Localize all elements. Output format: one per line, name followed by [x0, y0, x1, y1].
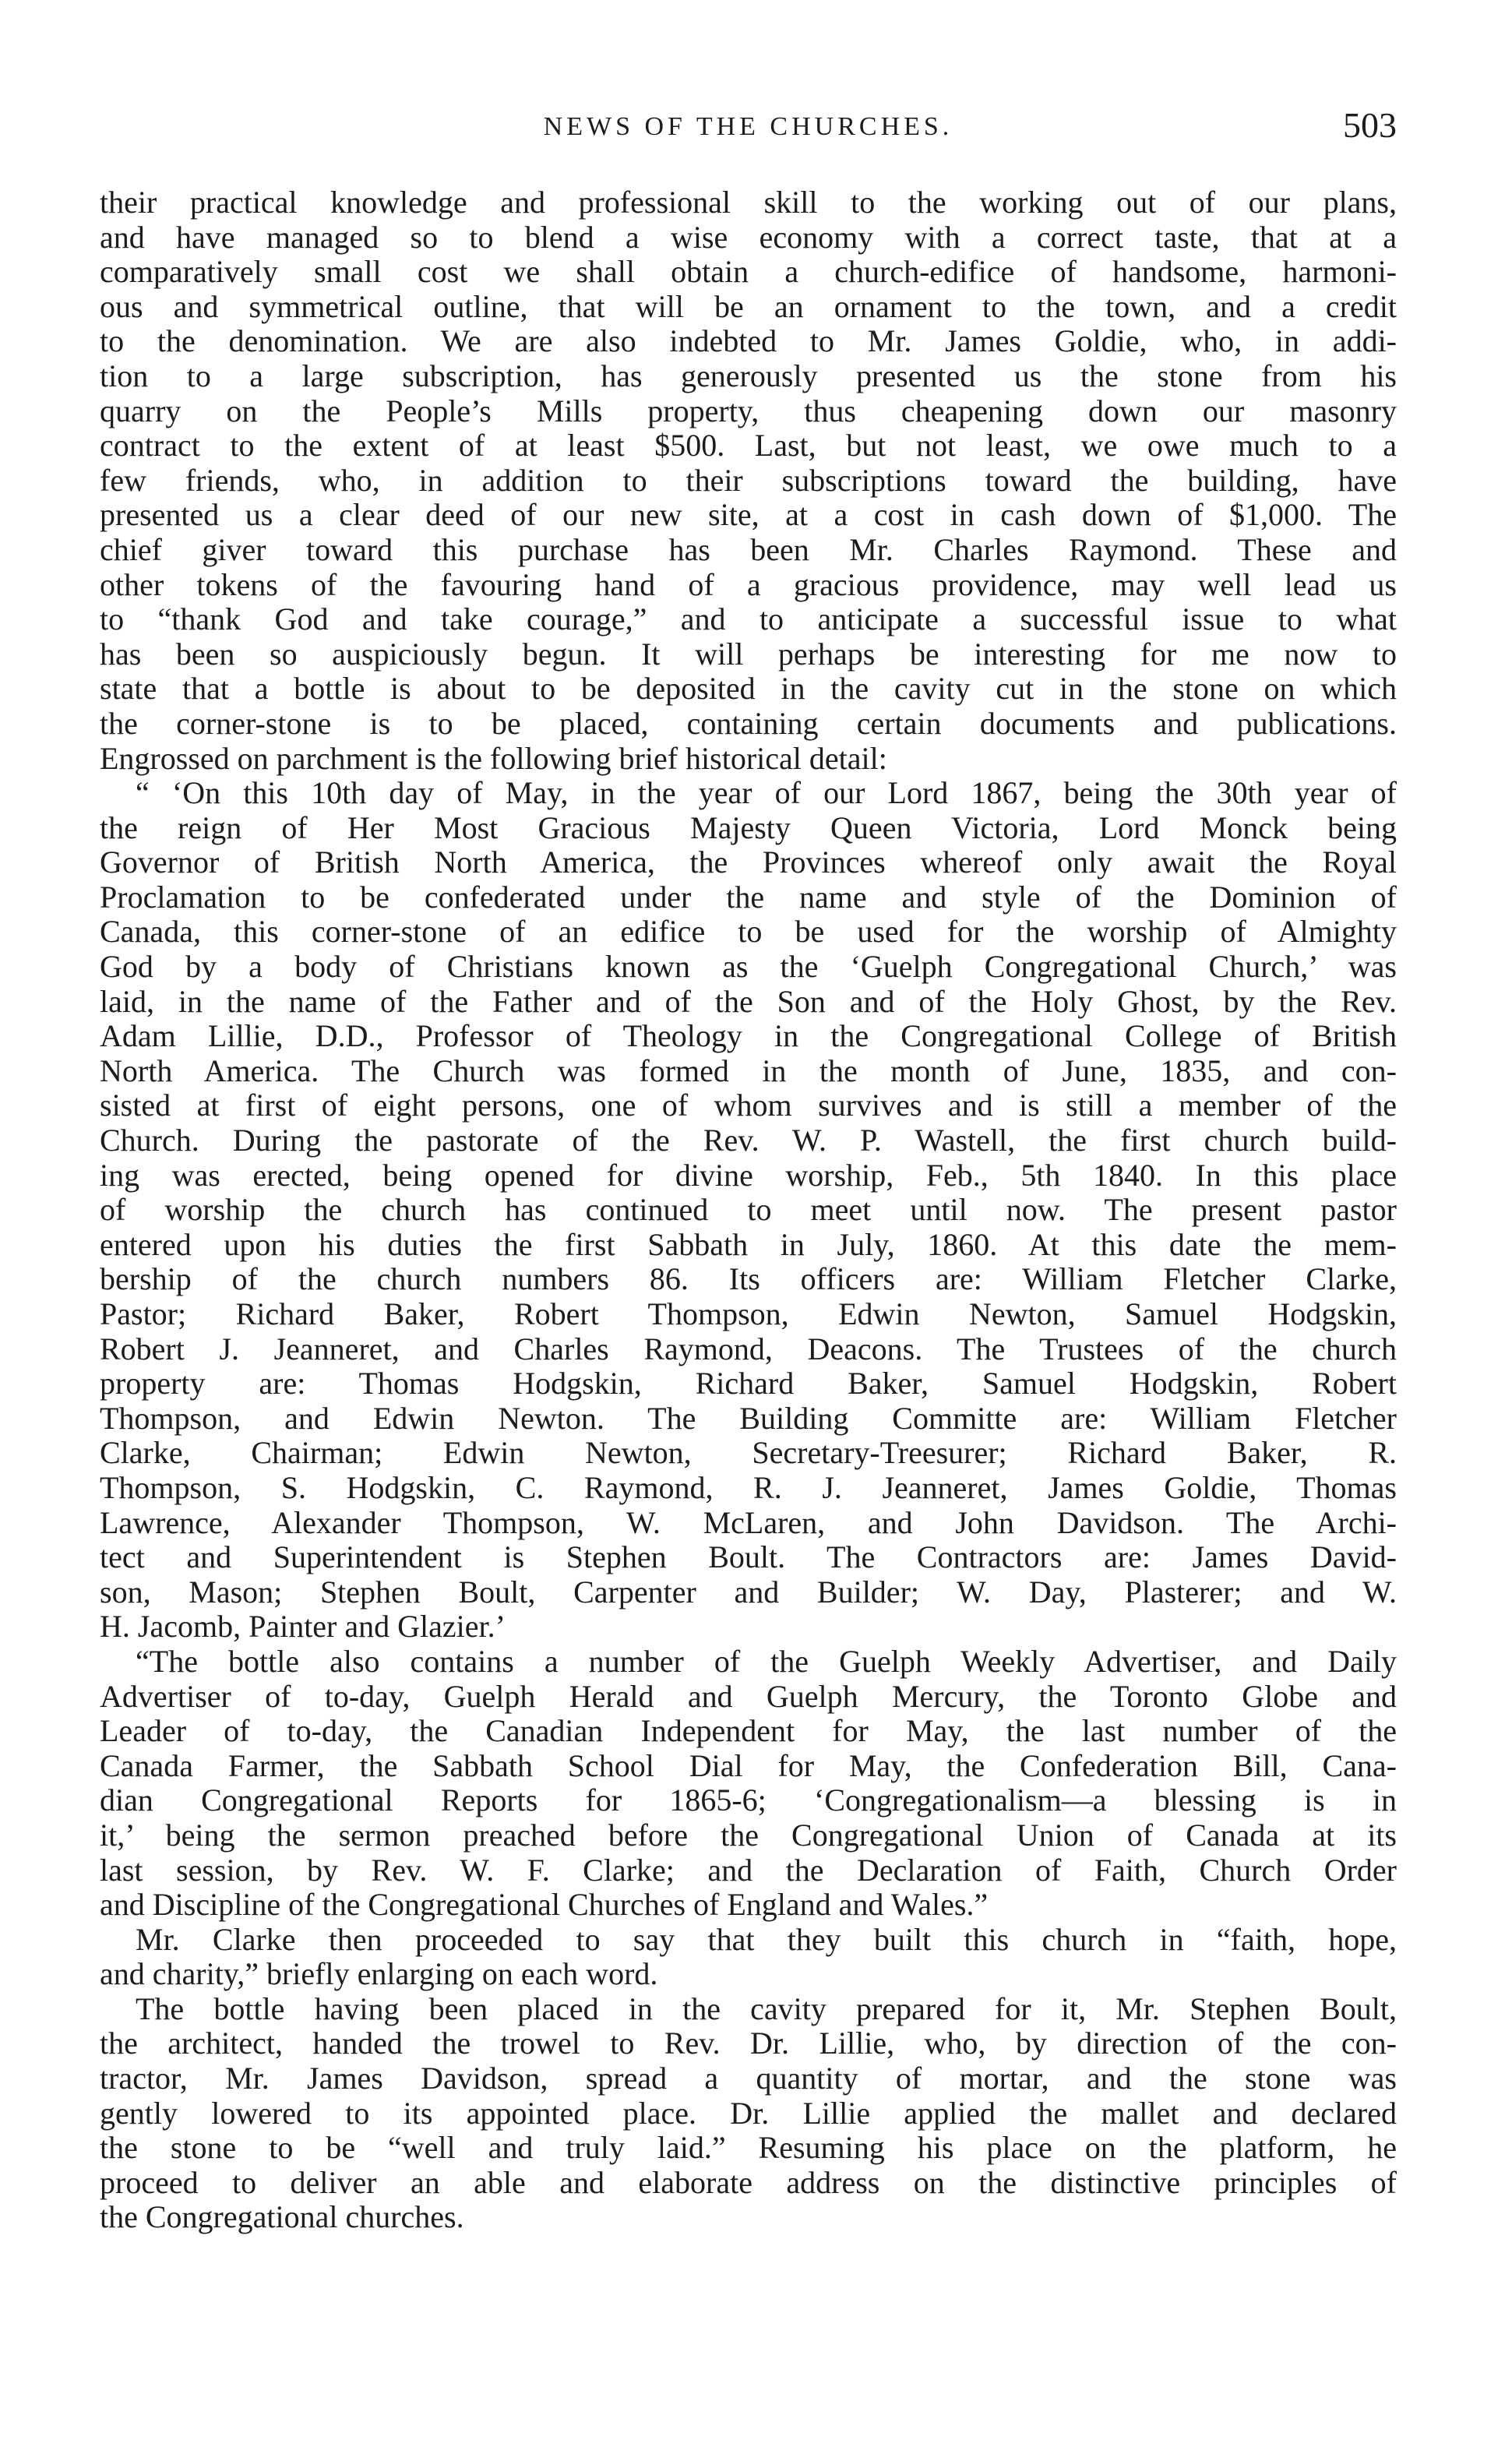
text-line: Robert J. Jeanneret, and Charles Raymond, Deacons. The Trustees of the church	[100, 1331, 1397, 1366]
text-line: North America. The Church was formed in the month of June, 1835, and con-	[100, 1052, 1397, 1088]
text-line: of worship the church has continued to meet until now. The present pastor	[100, 1192, 1397, 1228]
text-line: Thompson, S. Hodgskin, C. Raymond, R. J. Jeanneret, James Goldie, Thomas	[100, 1469, 1397, 1505]
text-line: God by a body of Christians known as the ‘Guelph Congregational Church,’ was	[100, 949, 1397, 985]
text-line: The bottle having been placed in the cavity prepared for it, Mr. Stephen Boult,	[136, 1990, 1397, 2026]
text-line: the corner-stone is to be placed, containing certain documents and publications.	[100, 705, 1397, 741]
text-line: dian Congregational Reports for 1865-6; ‘Congregationalism—a blessing is in	[100, 1782, 1397, 1818]
text-line: their practical knowledge and professional skill to the working out of our plans,	[100, 185, 1397, 220]
text-line: Pastor; Richard Baker, Robert Thompson, Edwin Newton, Samuel Hodgskin,	[100, 1296, 1397, 1331]
text-line: Advertiser of to-day, Guelph Herald and Guelph Mercury, the Toronto Globe and	[100, 1678, 1397, 1714]
text-line: the stone to be “well and truly laid.” Resuming his place on the platform, he	[100, 2130, 1397, 2166]
text-line: Adam Lillie, D.D., Professor of Theology in the Congregational College of British	[100, 1018, 1397, 1054]
text-line: Clarke, Chairman; Edwin Newton, Secretary-Treesurer; Richard Baker, R.	[100, 1435, 1397, 1471]
text-line: and Discipline of the Congregational Churches of England and Wales.”	[100, 1887, 989, 1923]
text-line: Canada, this corner-stone of an edifice to be used for the worship of Almighty	[100, 914, 1397, 950]
text-line: last session, by Rev. W. F. Clarke; and the Declaration of Faith, Church Order	[100, 1852, 1397, 1888]
text-line: proceed to deliver an able and elaborate address on the distinctive principles of	[100, 2164, 1397, 2200]
text-line: to “thank God and take courage,” and to anticipate a successful issue to what	[100, 601, 1397, 637]
text-line: Proclamation to be confederated under the name and style of the Dominion of	[100, 879, 1397, 915]
text-line: Canada Farmer, the Sabbath School Dial for May, the Confederation Bill, Cana-	[100, 1747, 1397, 1783]
text-line: “ ‘On this 10th day of May, in the year of our Lord 1867, being the 30th year of	[136, 775, 1397, 811]
text-line: presented us a clear deed of our new site, at a cost in cash down of $1,000. The	[100, 497, 1397, 533]
text-line: chief giver toward this purchase has been Mr. Charles Raymond. These and	[100, 531, 1397, 567]
text-line: quarry on the People’s Mills property, thus cheapening down our masonry	[100, 393, 1397, 428]
text-line: tion to a large subscription, has generously presented us the stone from his	[100, 358, 1397, 393]
text-line: the reign of Her Most Gracious Majesty Queen Victoria, Lord Monck being	[100, 809, 1397, 845]
text-line: tect and Superintendent is Stephen Boult. The Contractors are: James David-	[100, 1539, 1397, 1575]
text-line: tractor, Mr. James Davidson, spread a quantity of mortar, and the stone was	[100, 2061, 1397, 2096]
text-line: has been so auspiciously begun. It will perhaps be interesting for me now to	[100, 636, 1397, 672]
text-line: few friends, who, in addition to their subscriptions toward the building, have	[100, 462, 1397, 498]
text-line: Engrossed on parchment is the following brief historical detail:	[100, 740, 887, 776]
running-head: NEWS OF THE CHURCHES.	[543, 112, 953, 141]
page-number: 503	[1343, 105, 1397, 145]
text-line: comparatively small cost we shall obtain a church-edifice of handsome, harmoni-	[100, 254, 1397, 290]
text-line: Lawrence, Alexander Thompson, W. McLaren, and John Davidson. The Archi-	[100, 1504, 1397, 1540]
text-line: entered upon his duties the first Sabbath in July, 1860. At this date the mem-	[100, 1226, 1397, 1262]
text-line: H. Jacomb, Painter and Glazier.’	[100, 1609, 506, 1645]
body-text	[100, 185, 1397, 2235]
text-line: to the denomination. We are also indebted to Mr. James Goldie, who, in addi-	[100, 323, 1397, 359]
text-line: the Congregational churches.	[100, 2199, 464, 2235]
text-line: property are: Thomas Hodgskin, Richard Baker, Samuel Hodgskin, Robert	[100, 1366, 1397, 1402]
text-line: ing was erected, being opened for divine worship, Feb., 5th 1840. In this place	[100, 1157, 1397, 1193]
text-line: Thompson, and Edwin Newton. The Building Committe are: William Fletcher	[100, 1400, 1397, 1436]
text-line: Church. During the pastorate of the Rev. W. P. Wastell, the first church build-	[100, 1123, 1397, 1158]
text-line: gently lowered to its appointed place. Dr. Lillie applied the mallet and declared	[100, 2095, 1397, 2131]
text-line: Governor of British North America, the Provinces whereof only await the Royal	[100, 844, 1397, 880]
text-line: sisted at first of eight persons, one of whom survives and is still a member of the	[100, 1088, 1397, 1123]
text-line: contract to the extent of at least $500. Last, but not least, we owe much to a	[100, 428, 1397, 464]
text-line: the architect, handed the trowel to Rev. Dr. Lillie, who, by direction of the con-	[100, 2026, 1397, 2061]
text-line: bership of the church numbers 86. Its officers are: William Fletcher Clarke,	[100, 1261, 1397, 1297]
text-line: state that a bottle is about to be deposited in the cavity cut in the stone on which	[100, 671, 1397, 707]
text-line: other tokens of the favouring hand of a gracious providence, may well lead us	[100, 566, 1397, 602]
text-line: son, Mason; Stephen Boult, Carpenter and Builder; W. Day, Plasterer; and W.	[100, 1574, 1397, 1610]
text-line: “The bottle also contains a number of the Guelph Weekly Advertiser, and Daily	[136, 1643, 1397, 1679]
text-line: Leader of to-day, the Canadian Independent for May, the last number of the	[100, 1713, 1397, 1749]
text-line: it,’ being the sermon preached before the Congregational Union of Canada at its	[100, 1817, 1397, 1853]
text-line: and have managed so to blend a wise economy with a correct taste, that at a	[100, 219, 1397, 255]
page-header	[100, 105, 1397, 156]
text-line: laid, in the name of the Father and of the Son and of the Holy Ghost, by the Rev.	[100, 983, 1397, 1019]
text-line: ous and symmetrical outline, that will be an ornament to the town, and a credit	[100, 288, 1397, 324]
text-line: and charity,” briefly enlarging on each word.	[100, 1956, 658, 1992]
text-line: Mr. Clarke then proceeded to say that they built this church in “faith, hope,	[136, 1921, 1397, 1957]
